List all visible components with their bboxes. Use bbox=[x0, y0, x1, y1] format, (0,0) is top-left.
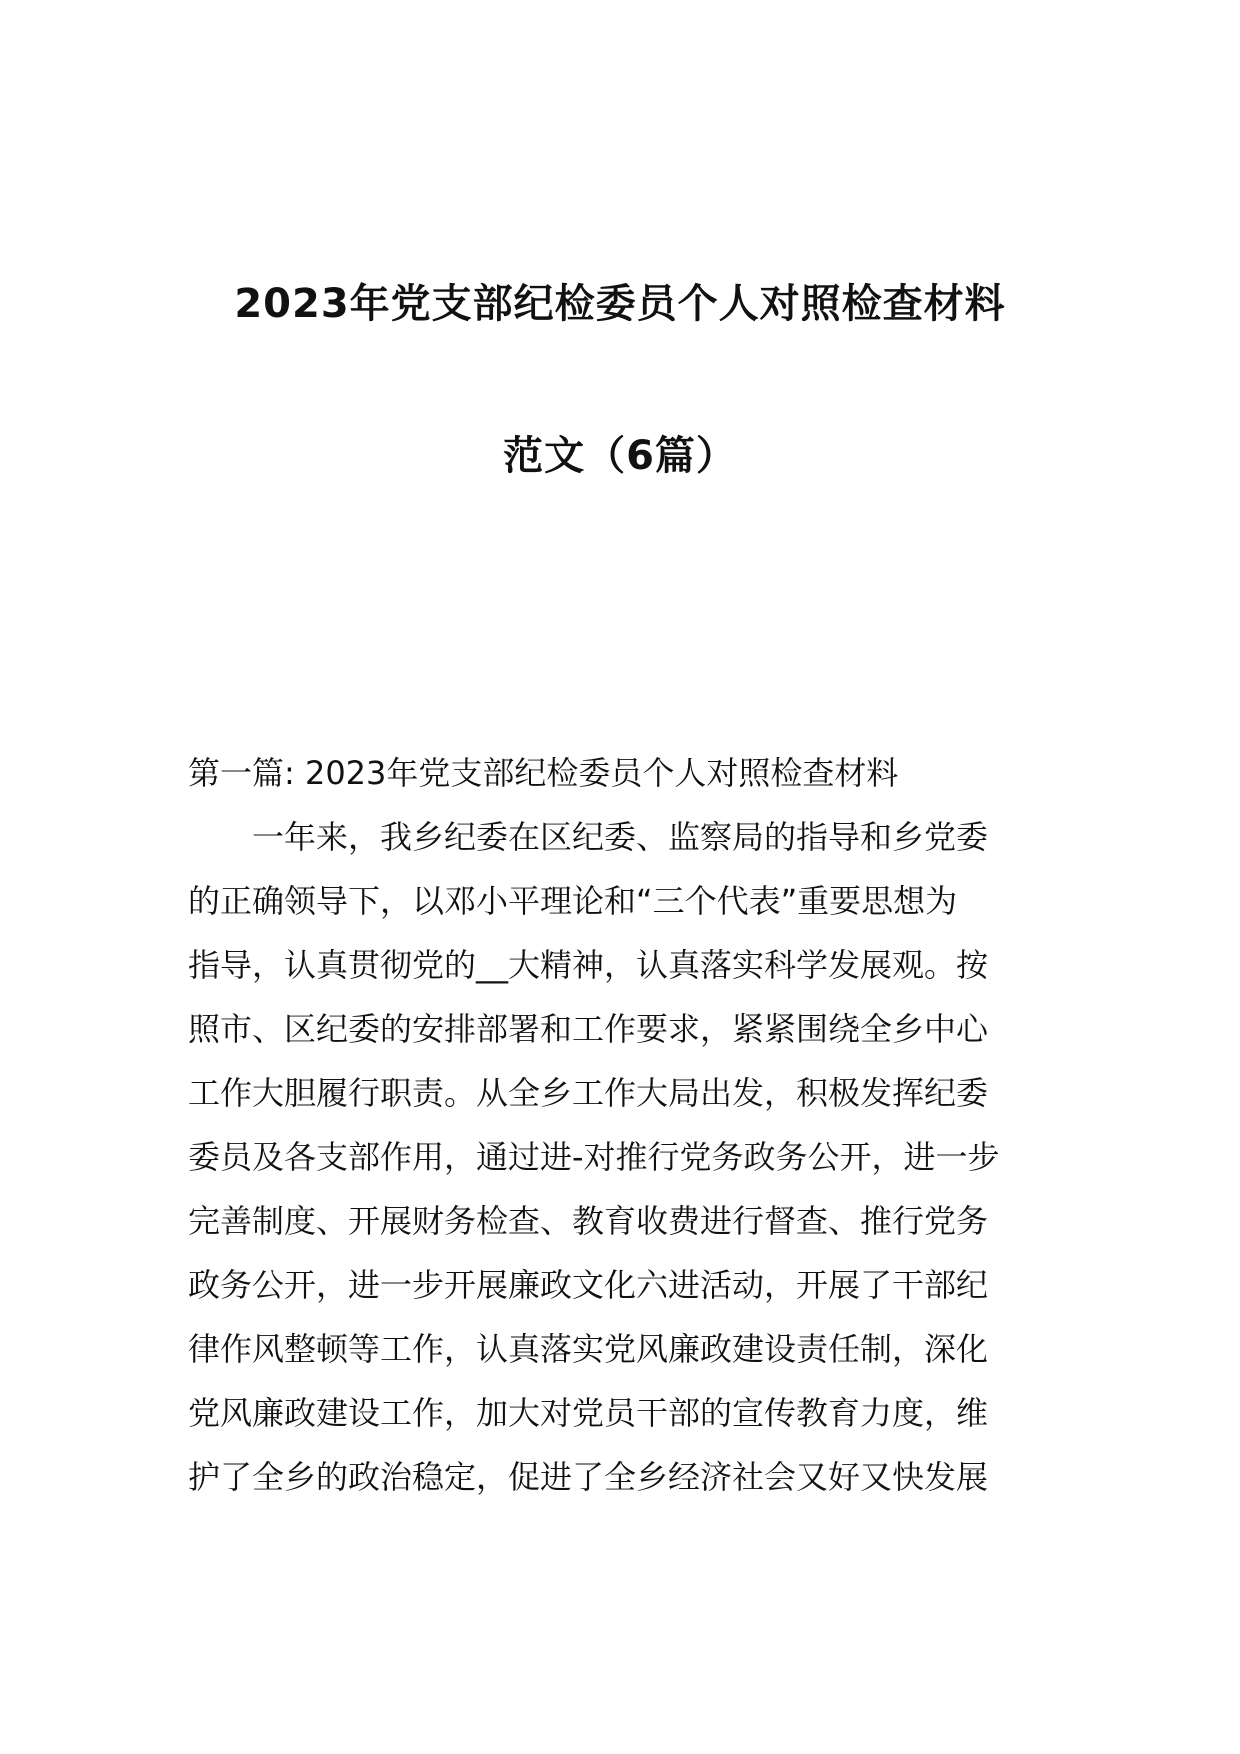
paragraph-line: 一年来，我乡纪委在区纪委、监察局的指导和乡党委 bbox=[188, 818, 989, 856]
paragraph-line: 护了全乡的政治稳定，促进了全乡经济社会又好又快发展 bbox=[188, 1458, 989, 1496]
section-heading: 第一篇: 2023年党支部纪检委员个人对照检查材料 bbox=[188, 754, 899, 792]
paragraph-line: 律作风整顿等工作，认真落实党风廉政建设责任制，深化 bbox=[188, 1330, 989, 1368]
paragraph-line: 委员及各支部作用，通过进-对推行党务政务公开，进一步 bbox=[188, 1138, 1000, 1176]
paragraph-line: 完善制度、开展财务检查、教育收费进行督查、推行党务 bbox=[188, 1202, 989, 1240]
paragraph-line: 党风廉政建设工作，加大对党员干部的宣传教育力度，维 bbox=[188, 1394, 989, 1432]
document-title-line-1: 2023年党支部纪检委员个人对照检查材料 bbox=[234, 281, 1006, 327]
paragraph-line: 工作大胆履行职责。从全乡工作大局出发，积极发挥纪委 bbox=[188, 1074, 989, 1112]
paragraph-line: 指导，认真贯彻党的__大精神，认真落实科学发展观。按 bbox=[188, 946, 989, 984]
paragraph-line: 政务公开，进一步开展廉政文化六进活动，开展了干部纪 bbox=[188, 1266, 989, 1304]
paragraph-line: 的正确领导下，以邓小平理论和“三个代表”重要思想为 bbox=[188, 882, 958, 920]
document-title-line-2: 范文（6篇） bbox=[503, 433, 737, 479]
paragraph-line: 照市、区纪委的安排部署和工作要求，紧紧围绕全乡中心 bbox=[188, 1010, 989, 1048]
